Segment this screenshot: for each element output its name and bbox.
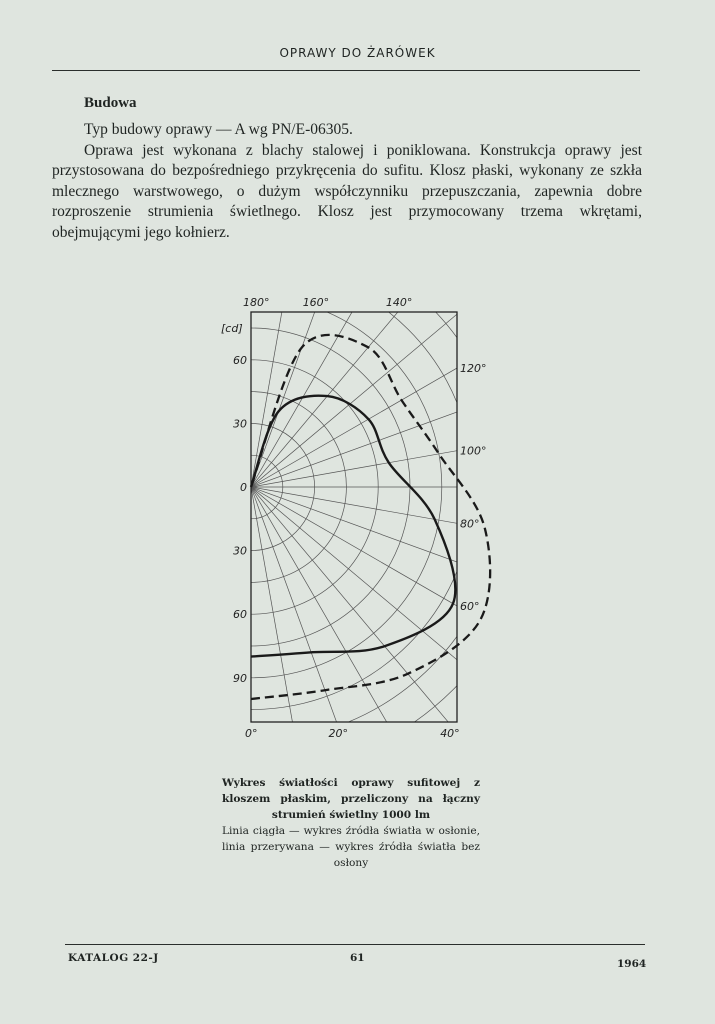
radial-gridline [251, 487, 490, 747]
angle-label: 0° [245, 727, 258, 740]
paragraph-construction: Oprawa jest wykonana z blachy stalowej i poniklowana. Konstrukcja oprawy jest przystosowana do bezpośredniego przykręcenia do sufitu. Klosz płaski, wykonany ze szkła mlecznego warstwowego, o dużym współczynniku przepuszczania, zapewnia dobre rozproszenie strumienia świetlnego. Klosz jest przymocowany trzema wkrętami, obejmującymi jego kołnierz. [52, 141, 642, 241]
caption-normal: Linia ciągła — wykres źródła światła w osłonie, linia przerywana — wykres źródła światła bez osłony [222, 825, 480, 869]
angle-label: 80° [460, 517, 480, 531]
radial-gridline [251, 487, 495, 609]
radial-tick-label: 30 [233, 417, 247, 431]
header-rule [52, 70, 640, 71]
radial-gridline [251, 292, 495, 487]
radial-gridline [251, 292, 495, 487]
angle-label: 120° [460, 362, 487, 376]
caption-bold: Wykres światłości oprawy sufitowej z kloszem płaskim, przeliczony na łączny strumień świetlny 1000 lm [222, 777, 480, 821]
radial-gridline [251, 487, 495, 747]
polar-grid [215, 292, 495, 747]
figure-caption [222, 775, 480, 871]
angle-label: 40° [440, 727, 460, 740]
angle-label: 60° [460, 599, 480, 613]
radial-gridline [251, 292, 495, 487]
radial-tick-label: 90 [233, 671, 247, 685]
running-header: OPRAWY DO ŻARÓWEK [279, 46, 436, 60]
radial-tick-label: 60 [233, 353, 247, 367]
circle-gridline [215, 292, 495, 741]
radial-gridline [251, 487, 495, 747]
angle-label: 160° [302, 296, 330, 309]
radial-gridline [251, 292, 373, 487]
radial-tick-label: 60 [233, 608, 247, 622]
angle-label: 20° [328, 727, 349, 740]
paragraph-type: Typ budowy oprawy — A wg PN/E-06305. [84, 121, 353, 138]
radial-tick-label: 30 [233, 544, 247, 558]
circle-gridline [215, 292, 474, 710]
footer-year: 1964 [617, 958, 647, 970]
footer-rule [65, 944, 645, 945]
radial-gridline [251, 292, 490, 487]
radial-gridline [251, 292, 495, 487]
page-number: 61 [350, 952, 365, 964]
section-title: Budowa [84, 95, 137, 111]
polar-chart [215, 292, 495, 747]
angle-label: 140° [385, 296, 413, 309]
unit-label: [cd] [221, 322, 243, 335]
body-text [52, 120, 642, 243]
angle-label: 100° [460, 444, 487, 458]
footer-catalog: KATALOG 22-J [68, 952, 159, 964]
angle-label: 180° [243, 296, 270, 309]
radial-gridline [251, 487, 373, 747]
radial-gridline [251, 292, 495, 487]
polar-chart-svg [215, 292, 495, 747]
radial-gridline [251, 487, 495, 747]
radial-gridline [251, 487, 495, 747]
radial-tick-label: 0 [240, 481, 247, 494]
